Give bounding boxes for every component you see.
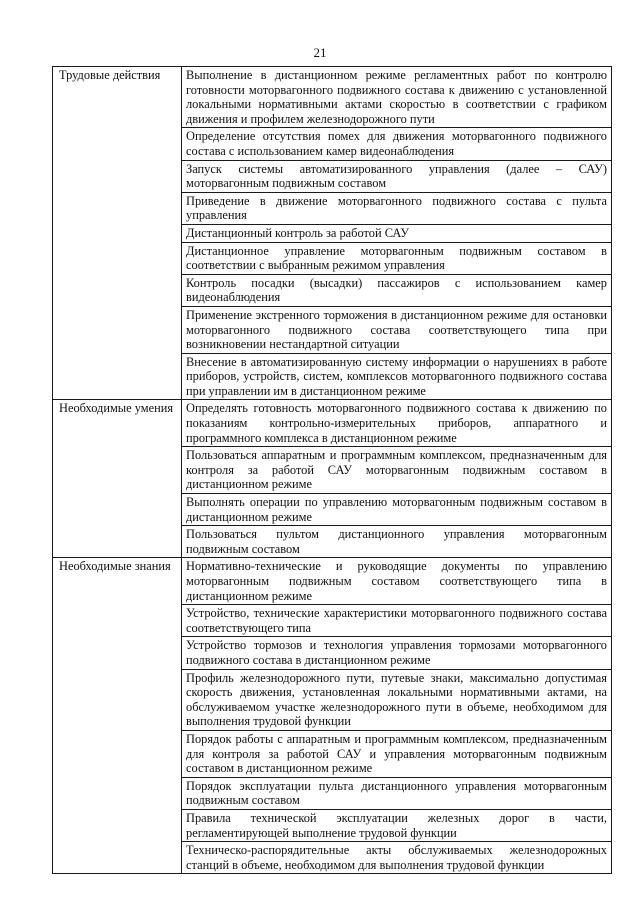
table-row (53, 67, 612, 128)
requirement-item: Определять готовность моторвагонного подвижного состава к движению по показаниям контрольно-измерительных приборов, аппаратного и программного комплекса в дистанционном режиме (182, 400, 612, 447)
requirement-item: Пользоваться аппаратным и программным комплексом, предназначенным для контроля за работой САУ моторвагонным подвижным составом в дистанционном режиме (182, 447, 612, 494)
requirement-item: Внесение в автоматизированную систему информации о нарушениях в работе приборов, устройств, систем, комплексов моторвагонного подвижного состава при управлении им в дистанционном режиме (182, 353, 612, 400)
requirement-item: Применение экстренного торможения в дистанционном режиме для остановки моторвагонного подвижного состава соответствующего типа при возникновении нестандартной ситуации (182, 306, 612, 353)
section-category-label: Трудовые действия (53, 67, 182, 400)
requirement-item: Приведение в движение моторвагонного подвижного состава с пульта управления (182, 192, 612, 224)
requirement-item: Определение отсутствия помех для движения моторвагонного подвижного состава с использованием камер видеонаблюдения (182, 128, 612, 160)
requirement-item: Правила технической эксплуатации железных дорог в части, регламентирующей выполнение трудовой функции (182, 809, 612, 841)
page-number: 21 (313, 45, 327, 60)
requirement-item: Запуск системы автоматизированного управления (далее – САУ) моторвагонным подвижным составом (182, 160, 612, 192)
requirement-item: Устройство, технические характеристики моторвагонного подвижного состава соответствующего типа (182, 605, 612, 637)
table-row (53, 558, 612, 605)
requirement-item: Устройство тормозов и технология управления тормозами моторвагонного подвижного состава в дистанционном режиме (182, 637, 612, 669)
requirement-item: Пользоваться пультом дистанционного управления моторвагонным подвижным составом (182, 526, 612, 558)
table-row (53, 400, 612, 447)
requirement-item: Профиль железнодорожного пути, путевые знаки, максимально допустимая скорость движения, установленная локальными нормативными актами, на обслуживаемом участке железнодорожного пути в объеме, необходимом для выполнения трудовой функции (182, 669, 612, 730)
requirement-item: Выполнять операции по управлению моторвагонным подвижным составом в дистанционном режиме (182, 494, 612, 526)
section-category-label: Необходимые знания (53, 558, 182, 874)
requirement-item: Порядок эксплуатации пульта дистанционного управления моторвагонным подвижным составом (182, 777, 612, 809)
requirement-item: Нормативно-технические и руководящие документы по управлению моторвагонным подвижным составом соответствующего типа в дистанционном режиме (182, 558, 612, 605)
requirement-item: Техническо-распорядительные акты обслуживаемых железнодорожных станций в объеме, необходимом для выполнения трудовой функции (182, 842, 612, 874)
requirement-item: Дистанционный контроль за работой САУ (182, 224, 612, 242)
requirement-item: Порядок работы с аппаратным и программным комплексом, предназначенным для контроля за работой САУ и управления моторвагонным подвижным составом в дистанционном режиме (182, 730, 612, 777)
section-category-label: Необходимые умения (53, 400, 182, 558)
requirement-item: Выполнение в дистанционном режиме регламентных работ по контролю готовности моторвагонного подвижного состава к движению с установленной локальными нормативными актами скоростью в соответствии с графиком движения и профилем железнодорожного пути (182, 67, 612, 128)
requirement-item: Контроль посадки (высадки) пассажиров с использованием камер видеонаблюдения (182, 274, 612, 306)
requirements-table (52, 66, 612, 874)
requirement-item: Дистанционное управление моторвагонным подвижным составом в соответствии с выбранным режимом управления (182, 242, 612, 274)
requirements-table-body (53, 67, 612, 874)
